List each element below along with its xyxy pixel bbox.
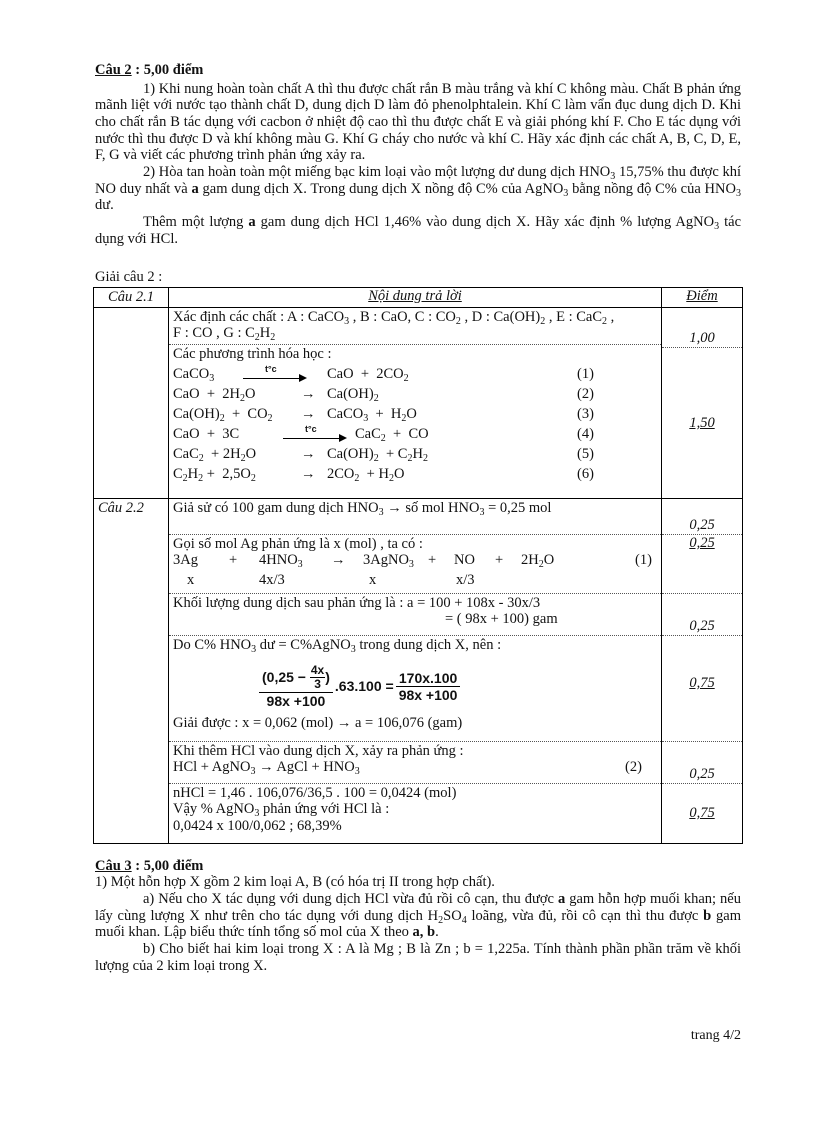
q3-title: Câu 3 [95, 857, 132, 874]
table-header-row [94, 288, 743, 308]
q3-heading [95, 858, 741, 875]
q3-part-a: a) Nếu cho X tác dụng với dung dịch HCl vừa đủ rồi cô cạn, thu được a gam hỗn hợp muối khan; nếu lấy cùng lượng X như trên cho tác dụng với dung dịch $H_2SO_4$ loãng, vừa đủ, rồi cô cạn thì thu được b gam muối khan. Lập biểu thức tính tổng số mol của X theo a, b. [95, 891, 741, 941]
equation-6: $C_2H_2 + 2,5O_2$ → $2CO_2 + H_2O$ (6) [173, 465, 594, 484]
q2-heading [95, 62, 741, 79]
q2-part2-followup: Thêm một lượng a gam dung dịch HCl 1,46% vào dung dịch X. Hãy xác định % lượng AgNO$_3$ tác dụng với HCl. [95, 214, 741, 247]
content-2-1-cell [169, 307, 662, 498]
arrow-icon: → [301, 445, 316, 462]
solution-table [93, 287, 743, 844]
q2-part1: 1) Khi nung hoàn toàn chất A thì thu được chất rắn B màu trắng và khí C không màu. Chất B phản ứng mãnh liệt với nước tạo thành chất D, dung dịch D làm đỏ phenolphtalein. Khí C làm vẩn đục dung dịch D. Khi cho chất rắn B tác dụng với cacbon ở nhiệt độ cao thì thu được chất E và giải phóng khí F. Cho E tác dụng với nước thì thu được D và khí không màu G. Khí G cháy cho nước và khí C. Hãy xác định các chất A, B, C, D, E, F, G và viết các phương trình phản ứng xảy ra. [95, 80, 741, 164]
equation-1: CaCO$_3$ t°c CaO + $2CO_2$ (1) [173, 366, 657, 386]
equation-list [173, 366, 657, 486]
page-number: trang 4/2 [690, 1028, 741, 1043]
equation-4: CaO + 3C t°c CaC$_2$ + CO (4) [173, 426, 657, 446]
mass-block: Khối lượng dung dịch sau phản ứng là : a = 100 + 108x - 30x/3 = ( 98x + 100) gam [169, 594, 661, 636]
q2-title: Câu 2 [95, 62, 132, 78]
table-row-2-2 [94, 498, 743, 843]
q3-part-b: b) Cho biết hai kim loại trong X : A là Mg ; B là Zn ; b = 1,225a. Tính thành phần phần trăm về khối lượng của 2 kim loại trong X. [95, 941, 741, 974]
score-2-1-cell [662, 307, 743, 498]
score-reaction1: 0,25 [662, 535, 742, 594]
header-content-cell: Nội dung trả lời [169, 288, 662, 308]
equations-title: Các phương trình hóa học : [173, 346, 332, 363]
equation-5: $CaC_2 + 2H_2O$ → $Ca(OH)_2 + C_2H_2$ (5) [173, 445, 594, 464]
score-hcl: 0,25 [662, 742, 742, 784]
q2-part2: 2) Hòa tan hoàn toàn một miếng bạc kim loại vào một lượng dư dung dịch $HNO_3$ 15,75% thu được khí NO duy nhất và a gam dung dịch X. Trong dung dịch X nồng độ C% của AgNO$_3$ bằng nồng độ C% của $HNO_3$ dư. [95, 164, 742, 214]
percent-block: nHCl = 1,46 . 106,076/36,5 . 100 = 0,0424 (mol) Vậy % AgNO$_3$ phản ứng với HCl là : 0,0424 x 100/0,062 ; 68,39% [173, 784, 457, 835]
hcl-block: Khi thêm HCl vào dung dịch X, xảy ra phản ứng : HCl + AgNO$_3$ → AgCl + $HNO_3$ (2) [169, 742, 661, 784]
score-percent: 0,75 [689, 804, 715, 821]
score-equations: 1,50 [689, 414, 715, 431]
section-2-1-cell [94, 307, 169, 498]
arrow-icon: → [301, 465, 316, 482]
table-row-2-1 [94, 307, 743, 498]
heat-arrow-icon: t°c [283, 430, 347, 447]
concentration-block: Do C% $HNO_3$ dư = C%AgNO$_3$ trong dung dịch X, nên : (0,25 − $\frac{4x}{3}$ ) 98x +100 .63.100 = $\frac{170x.100}{98x +100}$ Giải được : x = 0,062 (mol) → a = 106,076 (gam) [169, 636, 661, 742]
document-page [95, 62, 741, 974]
assume-block: Giả sử có 100 gam dung dịch $HNO_3$ → số mol $HNO_3 = 0,25$ mol [169, 499, 661, 535]
identify-block: Xác định các chất : A : CaCO$_3$ , B : CaO, C : $CO_2$ , D : $Ca(OH)_2$ , E : CaC$_2$ , F : CO , G : $C_2H_2$ [169, 308, 661, 345]
q2-points: : 5,00 điểm [135, 62, 204, 78]
header-score-cell: Điểm [662, 288, 743, 308]
q3-part1: 1) Một hỗn hợp X gồm 2 kim loại A, B (có hóa trị II trong hợp chất). [95, 874, 495, 891]
reaction1-ratio: x 4x/3 x x/3 [187, 572, 475, 589]
equation-3: $Ca(OH)_2 + CO_2$ → CaCO$_3$ + $H_2O$ (3) [173, 405, 594, 424]
section-2-2-cell: Câu 2.2 [94, 498, 169, 843]
content-2-2-cell [169, 498, 662, 843]
reaction1-block: Gọi số mol Ag phản ứng là x (mol) , ta có : 3Ag + $4HNO_3$ → 3AgNO$_3$ + NO + $2H_2O$ (1) x 4x/3 x x/3 [169, 535, 661, 594]
score-mass: 0,25 [662, 594, 742, 636]
q3-points: : 5,00 điểm [135, 857, 204, 874]
concentration-equation: (0,25 − $\frac{4x}{3}$ ) 98x +100 .63.100 = $\frac{170x.100}{98x +100}$ [259, 657, 657, 715]
reaction1-equation: 3Ag + $4HNO_3$ → 3AgNO$_3$ + NO + $2H_2O$ (1) [173, 552, 652, 571]
score-concentration: 0,75 [662, 636, 742, 742]
equations-block [169, 345, 661, 488]
score-assume: 0,25 [662, 499, 742, 535]
header-section-cell: Câu 2.1 [94, 288, 169, 308]
equation-2: CaO + $2H_2O$ → $Ca(OH)_2$ (2) [173, 385, 594, 404]
arrow-icon: → [301, 385, 316, 402]
solution-label: Giải câu 2 : [95, 269, 163, 286]
heat-arrow-icon: t°c [243, 370, 307, 387]
arrow-icon: → [301, 405, 316, 422]
score-identify: 1,00 [662, 308, 742, 348]
score-2-2-cell [662, 498, 743, 843]
